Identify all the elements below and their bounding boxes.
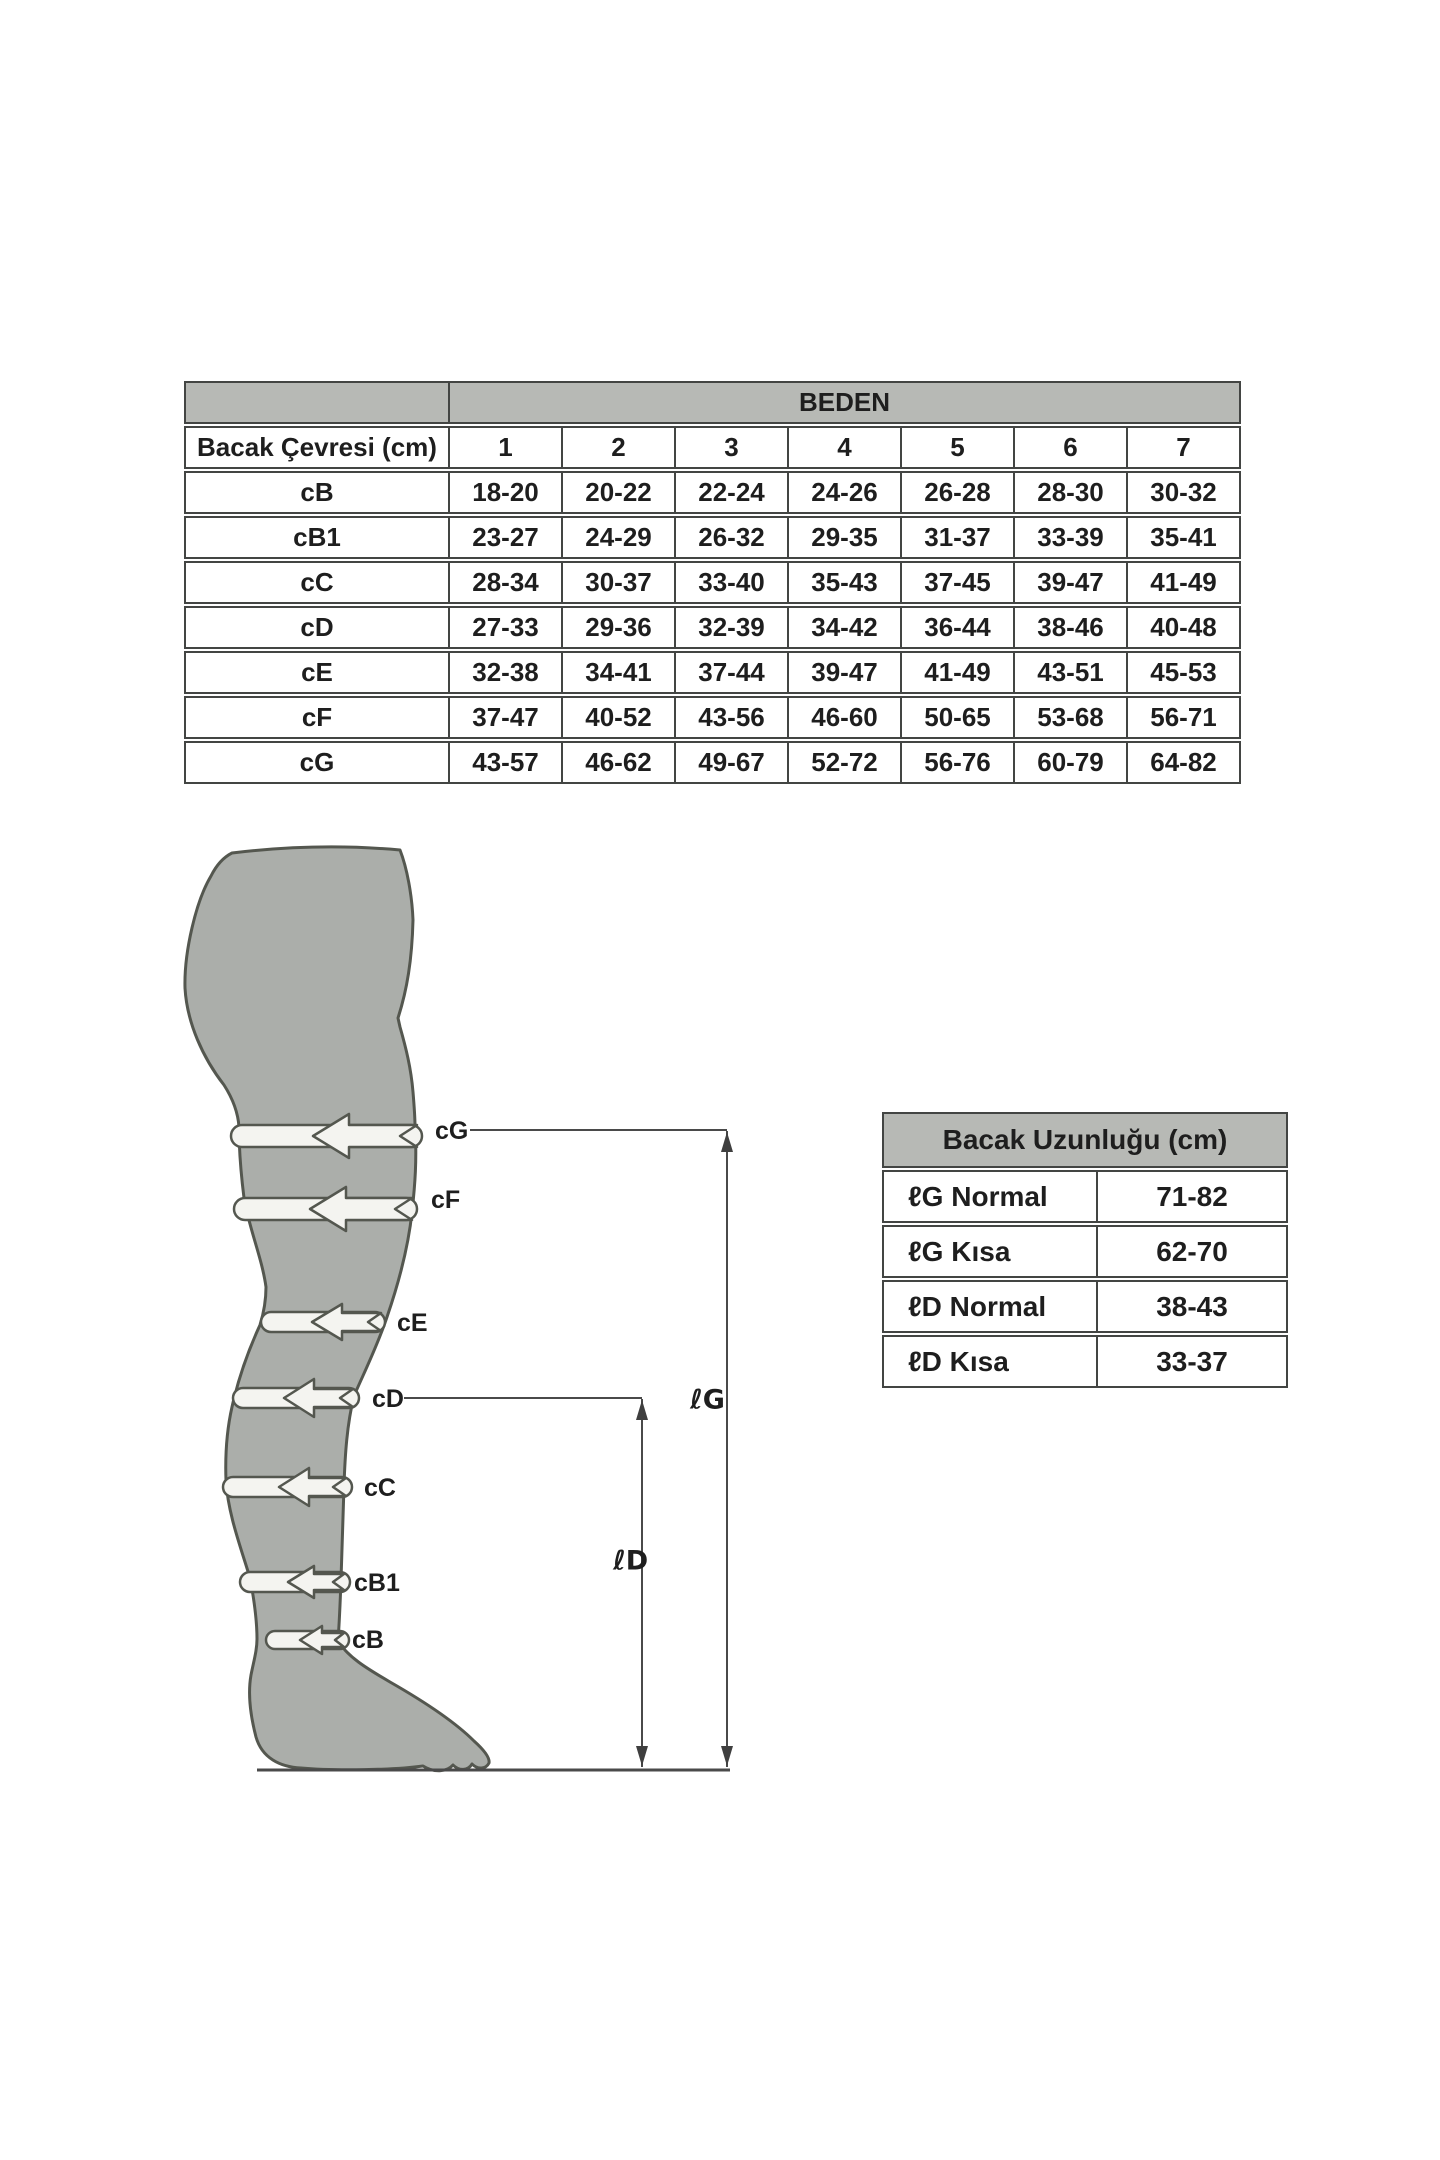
value-cE-size4: 39-47 [787, 651, 900, 694]
measure-label-cB1: cB1 [184, 516, 448, 559]
size-col-7: 7 [1126, 426, 1241, 469]
measure-label-cG: cG [184, 741, 448, 784]
value-cB-size7: 30-32 [1126, 471, 1241, 514]
length-value-0: 71-82 [1096, 1170, 1288, 1223]
value-cD-size4: 34-42 [787, 606, 900, 649]
value-cB-size5: 26-28 [900, 471, 1013, 514]
size-table-head [184, 381, 1241, 469]
size-row-cF [184, 696, 1241, 739]
value-cD-size2: 29-36 [561, 606, 674, 649]
length-value-2: 38-43 [1096, 1280, 1288, 1333]
value-cB1-size2: 24-29 [561, 516, 674, 559]
value-cE-size3: 37-44 [674, 651, 787, 694]
length-label-2: ℓD Normal [882, 1280, 1096, 1333]
band-label-cG: cG [435, 1117, 469, 1145]
value-cF-size7: 56-71 [1126, 696, 1241, 739]
leg-diagram [150, 840, 790, 1820]
value-cB1-size7: 35-41 [1126, 516, 1241, 559]
value-cC-size3: 33-40 [674, 561, 787, 604]
value-cB1-size6: 33-39 [1013, 516, 1126, 559]
length-header-cell: Bacak Uzunluğu (cm) [882, 1112, 1288, 1168]
value-cE-size5: 41-49 [900, 651, 1013, 694]
value-cB-size2: 20-22 [561, 471, 674, 514]
length-row-0 [882, 1170, 1288, 1223]
size-row-cD [184, 606, 1241, 649]
value-cE-size6: 43-51 [1013, 651, 1126, 694]
length-label-0: ℓG Normal [882, 1170, 1096, 1223]
size-col-6: 6 [1013, 426, 1126, 469]
value-cG-size5: 56-76 [900, 741, 1013, 784]
value-cC-size5: 37-45 [900, 561, 1013, 604]
measure-label-cD: cD [184, 606, 448, 649]
size-row-cE [184, 651, 1241, 694]
value-cE-size1: 32-38 [448, 651, 561, 694]
value-cG-size2: 46-62 [561, 741, 674, 784]
length-row-1 [882, 1225, 1288, 1278]
row-header-cell: Bacak Çevresi (cm) [184, 426, 448, 469]
size-col-4: 4 [787, 426, 900, 469]
size-row-cG [184, 741, 1241, 784]
band-label-cE: cE [397, 1309, 428, 1337]
value-cB-size1: 18-20 [448, 471, 561, 514]
length-row-2 [882, 1280, 1288, 1333]
value-cF-size2: 40-52 [561, 696, 674, 739]
arrowhead-down-lD-icon [636, 1746, 648, 1766]
value-cB-size4: 24-26 [787, 471, 900, 514]
value-cB1-size4: 29-35 [787, 516, 900, 559]
value-cC-size1: 28-34 [448, 561, 561, 604]
corner-cell [184, 381, 448, 424]
size-row-cB1 [184, 516, 1241, 559]
band-label-cD: cD [372, 1385, 404, 1413]
size-row-cB [184, 471, 1241, 514]
beden-header-row [184, 381, 1241, 424]
value-cE-size2: 34-41 [561, 651, 674, 694]
value-cB1-size3: 26-32 [674, 516, 787, 559]
value-cD-size1: 27-33 [448, 606, 561, 649]
size-col-1: 1 [448, 426, 561, 469]
length-label-3: ℓD Kısa [882, 1335, 1096, 1388]
value-cD-size3: 32-39 [674, 606, 787, 649]
arrowhead-up-lG-icon [721, 1132, 733, 1152]
length-table [882, 1110, 1288, 1390]
arrowhead-down-lG-icon [721, 1746, 733, 1766]
value-cC-size6: 39-47 [1013, 561, 1126, 604]
value-cD-size7: 40-48 [1126, 606, 1241, 649]
size-col-5: 5 [900, 426, 1013, 469]
beden-header-cell: BEDEN [448, 381, 1241, 424]
value-cF-size1: 37-47 [448, 696, 561, 739]
size-number-row [184, 426, 1241, 469]
band-label-cF: cF [431, 1186, 461, 1214]
length-value-3: 33-37 [1096, 1335, 1288, 1388]
value-cG-size4: 52-72 [787, 741, 900, 784]
size-row-cC [184, 561, 1241, 604]
value-cB-size6: 28-30 [1013, 471, 1126, 514]
value-cE-size7: 45-53 [1126, 651, 1241, 694]
value-cF-size4: 46-60 [787, 696, 900, 739]
measure-label-cF: cF [184, 696, 448, 739]
length-label-1: ℓG Kısa [882, 1225, 1096, 1278]
measure-label-cC: cC [184, 561, 448, 604]
value-cF-size3: 43-56 [674, 696, 787, 739]
band-label-cB1: cB1 [354, 1569, 400, 1597]
value-cC-size4: 35-43 [787, 561, 900, 604]
value-cF-size5: 50-65 [900, 696, 1013, 739]
value-cC-size7: 41-49 [1126, 561, 1241, 604]
length-table-body [882, 1170, 1288, 1388]
value-cB1-size5: 31-37 [900, 516, 1013, 559]
band-label-cB: cB [352, 1626, 384, 1654]
value-cG-size1: 43-57 [448, 741, 561, 784]
value-cG-size7: 64-82 [1126, 741, 1241, 784]
size-col-3: 3 [674, 426, 787, 469]
size-col-2: 2 [561, 426, 674, 469]
value-cG-size6: 60-79 [1013, 741, 1126, 784]
arrowhead-up-lD-icon [636, 1400, 648, 1420]
dim-label-lG: ℓG [690, 1384, 725, 1416]
size-table-body [184, 471, 1241, 784]
size-table [184, 379, 1241, 786]
value-cD-size5: 36-44 [900, 606, 1013, 649]
measure-label-cE: cE [184, 651, 448, 694]
band-label-cC: cC [364, 1474, 396, 1502]
value-cB-size3: 22-24 [674, 471, 787, 514]
length-header-row [882, 1112, 1288, 1168]
dimension-arrowheads [636, 1132, 733, 1766]
length-table-head [882, 1112, 1288, 1168]
dim-label-lD: ℓD [613, 1545, 649, 1577]
value-cB1-size1: 23-27 [448, 516, 561, 559]
length-row-3 [882, 1335, 1288, 1388]
value-cG-size3: 49-67 [674, 741, 787, 784]
measure-label-cB: cB [184, 471, 448, 514]
value-cF-size6: 53-68 [1013, 696, 1126, 739]
value-cD-size6: 38-46 [1013, 606, 1126, 649]
value-cC-size2: 30-37 [561, 561, 674, 604]
length-value-1: 62-70 [1096, 1225, 1288, 1278]
